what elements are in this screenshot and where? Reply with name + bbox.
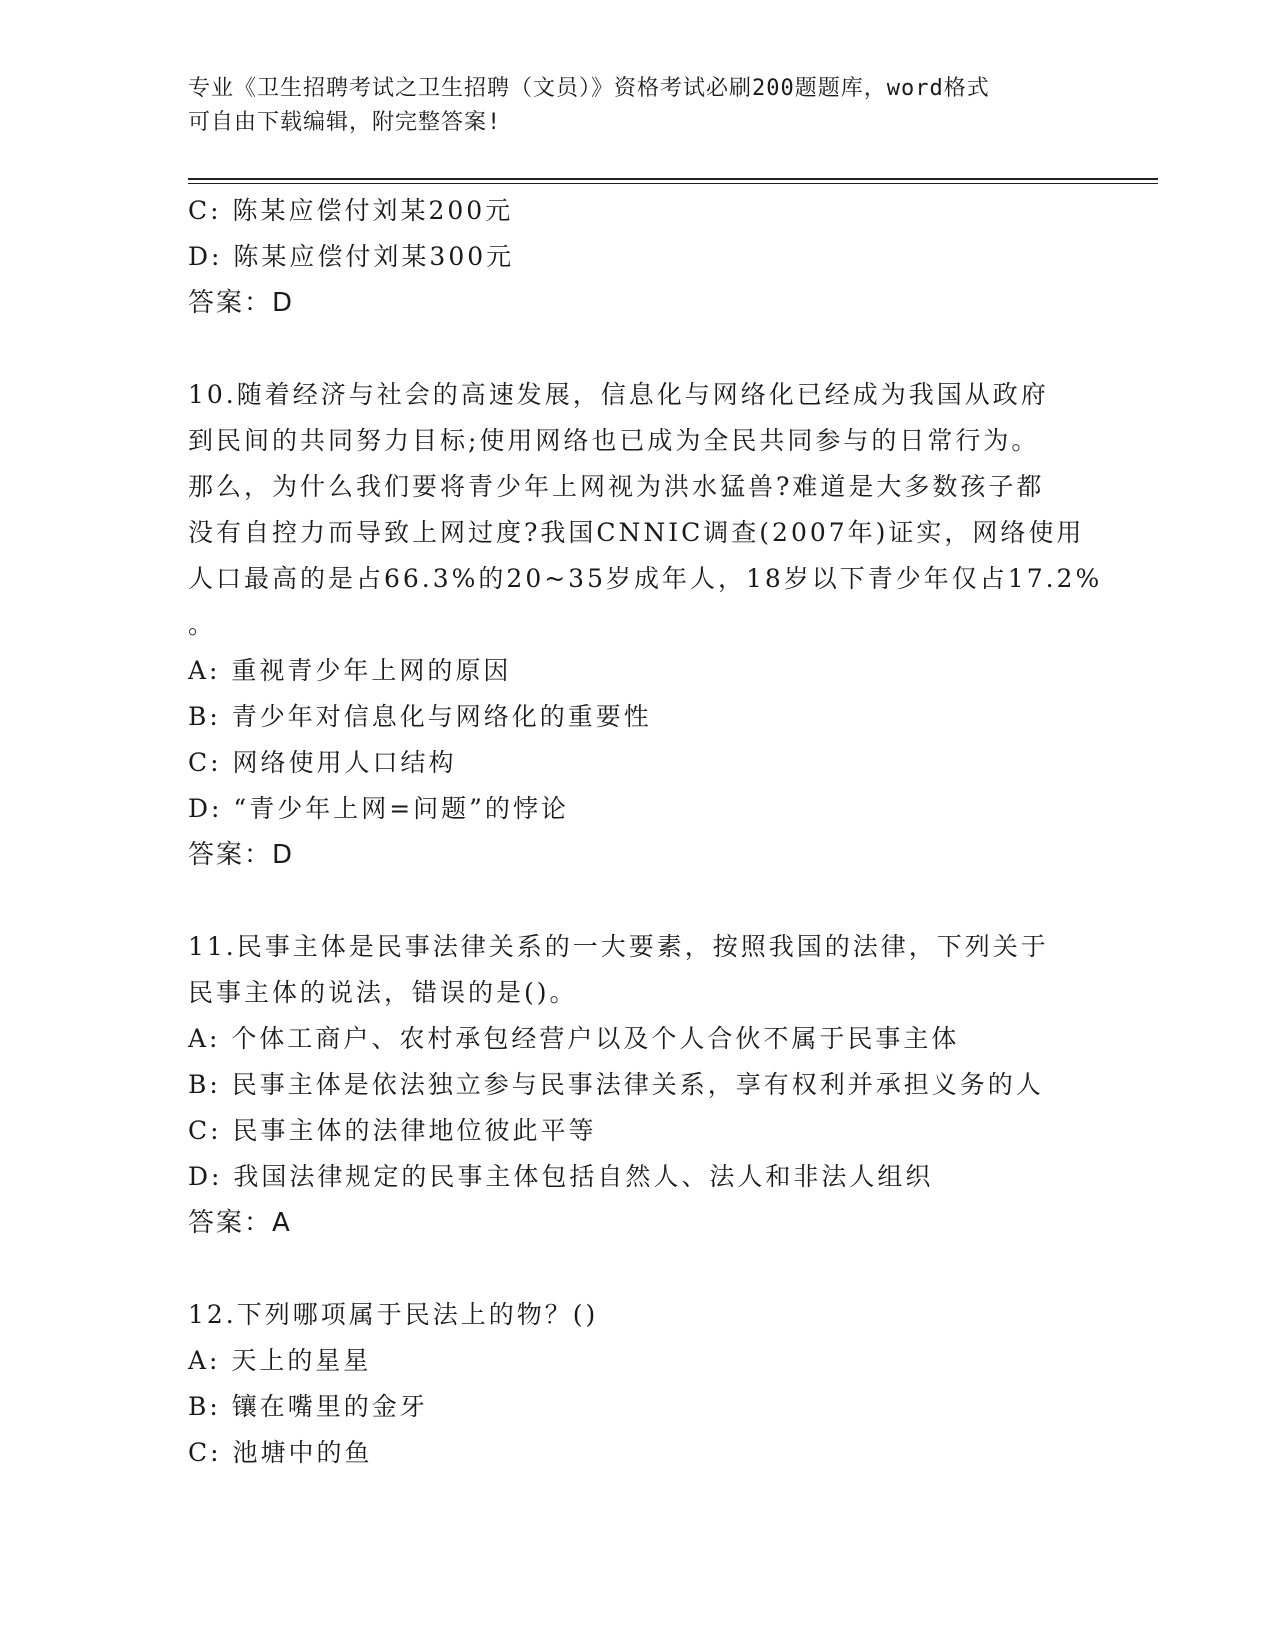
- option-line: D: “青少年上网=问题”的悖论: [188, 794, 569, 823]
- header-divider-thick: [188, 178, 1158, 180]
- option-line: D: 陈某应偿付刘某300元: [188, 242, 515, 271]
- document-header: [188, 72, 1088, 140]
- question-text-line: 12.下列哪项属于民法上的物？(): [188, 1300, 599, 1329]
- question-text-line: 11.民事主体是民事法律关系的一大要素，按照我国的法律，下列关于: [188, 932, 1049, 961]
- question-text-line: 到民间的共同努力目标;使用网络也已成为全民共同参与的日常行为。: [188, 426, 1040, 455]
- option-line: B: 民事主体是依法独立参与民事法律关系，享有权利并承担义务的人: [188, 1070, 1044, 1099]
- answer-line: 答案：D: [188, 840, 295, 870]
- question-text-line: 没有自控力而导致上网过度?我国CNNIC调查(2007年)证实，网络使用: [188, 518, 1085, 547]
- header-line-1: 专业《卫生招聘考试之卫生招聘（文员）》资格考试必刷200题题库，word格式: [188, 76, 990, 101]
- option-line: B: 镶在嘴里的金牙: [188, 1392, 428, 1421]
- header-divider-thin: [188, 183, 1158, 184]
- spacer: [188, 878, 1088, 924]
- question-text-line: 10.随着经济与社会的高速发展，信息化与网络化已经成为我国从政府: [188, 380, 1049, 409]
- header-line-2: 可自由下载编辑，附完整答案!: [188, 110, 502, 135]
- question-text-line: 民事主体的说法，错误的是()。: [188, 978, 578, 1007]
- option-line: C: 陈某应偿付刘某200元: [188, 196, 514, 225]
- document-body: [188, 188, 1103, 1476]
- answer-line: 答案：A: [188, 1208, 292, 1238]
- option-line: C: 民事主体的法律地位彼此平等: [188, 1116, 597, 1145]
- question-9-tail: [188, 188, 1088, 326]
- question-11: [188, 924, 1088, 1246]
- option-line: D: 我国法律规定的民事主体包括自然人、法人和非法人组织: [188, 1162, 934, 1191]
- option-line: A: 重视青少年上网的原因: [188, 656, 512, 685]
- option-line: B: 青少年对信息化与网络化的重要性: [188, 702, 652, 731]
- question-text-line: 那么，为什么我们要将青少年上网视为洪水猛兽?难道是大多数孩子都: [188, 472, 1045, 501]
- question-text-line: 。: [188, 610, 217, 639]
- option-line: A: 天上的星星: [188, 1346, 372, 1375]
- option-line: A: 个体工商户、农村承包经营户以及个人合伙不属于民事主体: [188, 1024, 960, 1053]
- question-text-line: 人口最高的是占66.3%的20~35岁成年人，18岁以下青少年仅占17.2%: [188, 564, 1103, 593]
- spacer: [188, 326, 1088, 372]
- answer-line: 答案：D: [188, 288, 295, 318]
- option-line: C: 池塘中的鱼: [188, 1438, 373, 1467]
- question-12: [188, 1292, 1088, 1476]
- spacer: [188, 1246, 1088, 1292]
- option-line: C: 网络使用人口结构: [188, 748, 457, 777]
- question-10: [188, 372, 1103, 878]
